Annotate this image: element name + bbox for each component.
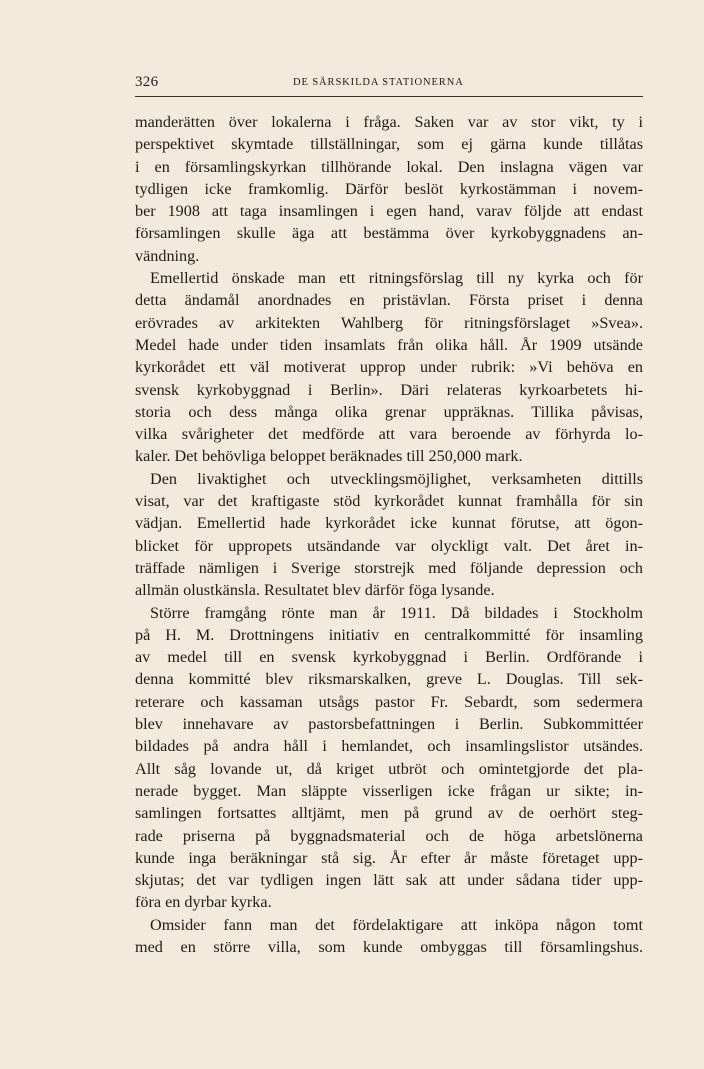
text-line: församlingen skulle äga att bestämma över kyrkobyggnadens an- — [135, 224, 643, 243]
text-line: vädjan. Emellertid hade kyrkorådet icke kunnat förutse, att ögon- — [135, 514, 643, 533]
page-number: 326 — [135, 74, 159, 90]
text-line: erövrades av arkitekten Wahlberg för ritningsförslaget »Svea». — [135, 313, 643, 332]
text-line: tydligen icke framkomlig. Därför beslöt kyrkostämman i novem- — [135, 179, 643, 198]
body-text — [135, 111, 643, 958]
text-line: visat, var det kraftigaste stöd kyrkorådet kunnat framhålla för sin — [135, 492, 643, 511]
text-line: vilka svårigheter det medförde att vara beroende av förhyrda lo- — [135, 425, 643, 444]
text-line: på H. M. Drottningens initiativ en centralkommitté för insamling — [135, 625, 643, 644]
text-line: blev innehavare av pastorsbefattningen i Berlin. Subkommittéer — [135, 715, 643, 734]
text-line: ber 1908 att taga insamlingen i egen hand, varav följde att endast — [135, 202, 643, 221]
text-line: kaler. Det behövliga beloppet beräknades till 250,000 mark. — [135, 447, 523, 466]
text-line: perspektivet skymtade tillställningar, som ej gärna kunde tillåtas — [135, 135, 643, 154]
text-line: kunde inga beräkningar stå sig. År efter år måste företaget upp- — [135, 848, 643, 867]
running-head-title: DE SÄRSKILDA STATIONERNA — [293, 77, 464, 88]
text-line: Emellertid önskade man ett ritningsförslag till ny kyrka och för — [150, 269, 643, 288]
text-line: skjutas; det var tydligen ingen lätt sak att under sådana tider upp- — [135, 871, 643, 890]
text-line: vändning. — [135, 246, 200, 265]
text-line: träffade nämligen i Sverige storstrejk med följande depression och — [135, 558, 643, 577]
text-line: Omsider fann man det fördelaktigare att inköpa någon tomt — [150, 915, 643, 934]
text-line: bildades på andra håll i hemlandet, och insamlingslistor utsändes. — [135, 737, 643, 756]
text-line: reterare och kassaman utsågs pastor Fr. Sebardt, som sedermera — [135, 692, 643, 711]
text-line: Medel hade under tiden insamlats från olika håll. År 1909 utsände — [135, 335, 643, 354]
running-head — [135, 74, 643, 96]
text-line: denna kommitté blev riksmarskalken, greve L. Douglas. Till sek- — [135, 670, 643, 689]
text-line: blicket för uppropets utsändande var olyckligt valt. Det året in- — [135, 536, 643, 555]
text-line: allmän olustkänsla. Resultatet blev därför föga lysande. — [135, 581, 495, 600]
text-line: Den livaktighet och utvecklingsmöjlighet, verksamheten dittills — [150, 469, 643, 488]
text-line: samlingen fortsattes alltjämt, men på grund av de oerhört steg- — [135, 804, 643, 823]
text-line: Större framgång rönte man år 1911. Då bildades i Stockholm — [150, 603, 643, 622]
text-line: föra en dyrbar kyrka. — [135, 893, 272, 912]
text-line: i en församlingskyrkan tillhörande lokal. Den inslagna vägen var — [135, 157, 643, 176]
header-rule — [135, 96, 643, 97]
text-line: Allt såg lovande ut, då kriget utbröt och omintetgjorde det pla- — [135, 759, 643, 778]
text-line: manderätten över lokalerna i fråga. Saken var av stor vikt, ty i — [135, 113, 643, 131]
text-line: rade priserna på byggnadsmaterial och de höga arbetslönerna — [135, 826, 643, 845]
text-line: kyrkorådet ett väl motiverat upprop under rubrik: »Vi behöva en — [135, 358, 643, 377]
text-line: svensk kyrkobyggnad i Berlin». Däri relateras kyrkoarbetets hi- — [135, 380, 643, 399]
text-line: av medel till en svensk kyrkobyggnad i Berlin. Ordförande i — [135, 648, 643, 667]
text-line: detta ändamål anordnades en pristävlan. Första priset i denna — [135, 291, 643, 310]
text-line: nerade bygget. Man släppte visserligen icke frågan ur sikte; in- — [135, 781, 643, 800]
text-line: med en större villa, som kunde ombyggas till församlingshus. — [135, 937, 643, 956]
text-line: storia och dess många olika grenar uppräknas. Tillika påvisas, — [135, 402, 643, 421]
